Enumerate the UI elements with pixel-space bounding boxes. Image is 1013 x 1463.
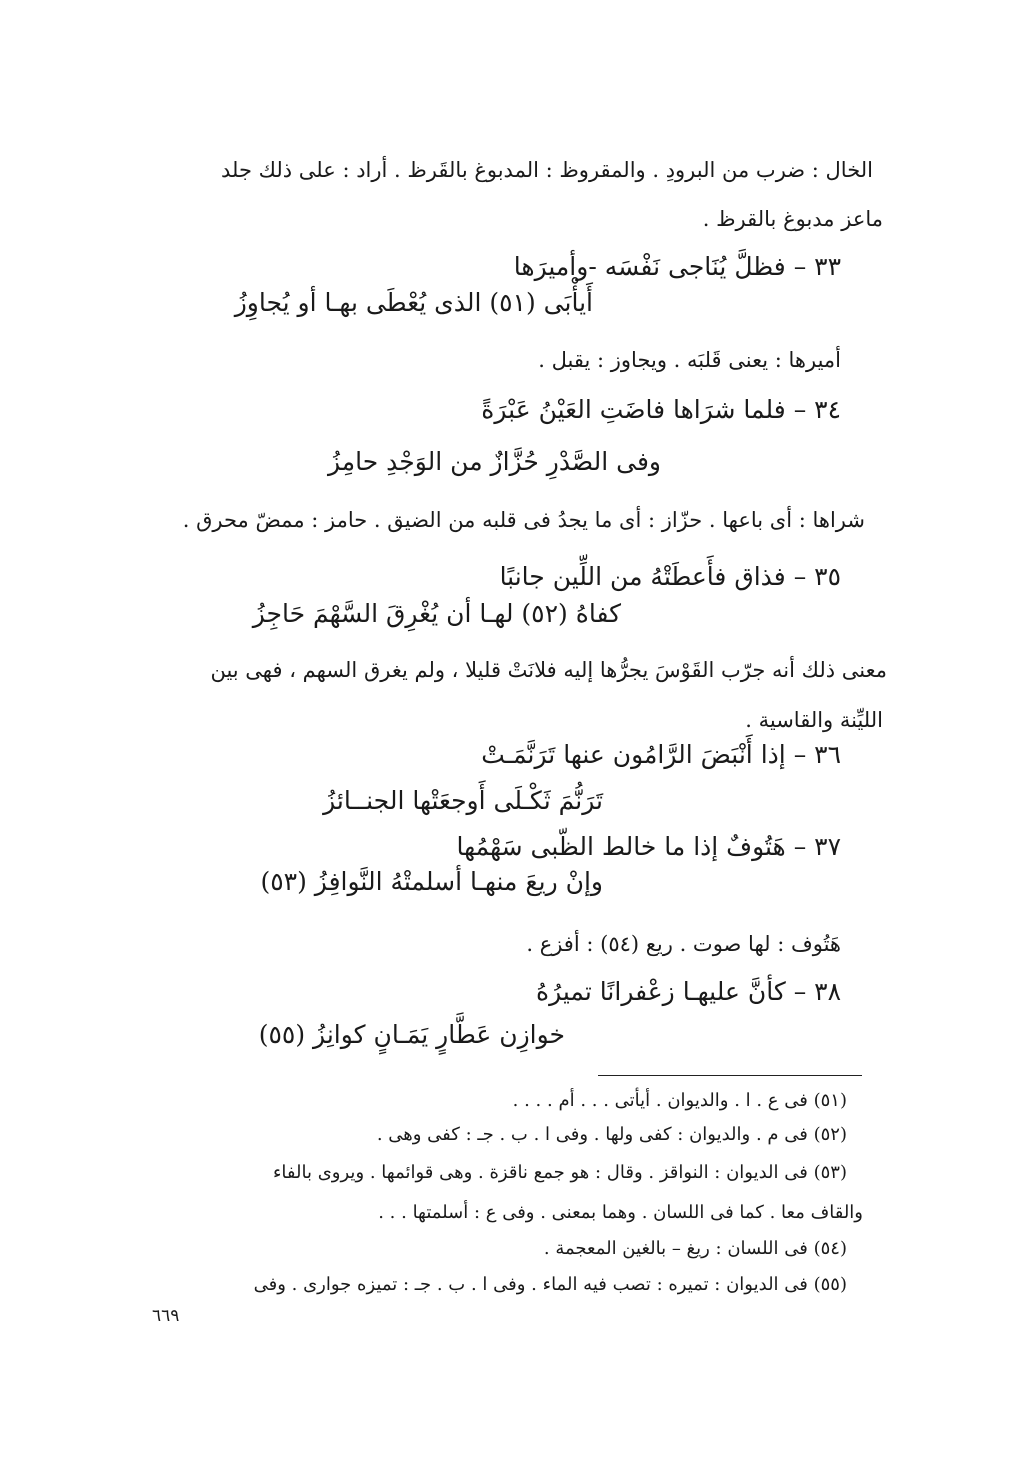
verse-36-second-hemistich: تَرَنُّمَ ثَكْـلَى أَوجعَتْها الجنــائزُ bbox=[323, 786, 603, 815]
verse-34-gloss: شراها : أى باعها . حزّاز : أى ما يجدُ فى قلبه من الضيق . حامز : ممضّ محرق . bbox=[182, 508, 865, 532]
verse-35-gloss-line: الليِّنة والقاسية . bbox=[745, 708, 883, 732]
verse-38-second-hemistich: خوازِن عَطَّارٍ يَمَـانٍ كوانِزُ (٥٥) bbox=[258, 1020, 565, 1049]
verse-35-gloss-line: معنى ذلك أنه جرّب القَوْسَ يجرُّها إليه فلانَتْ قليلا ، ولم يغرق السهم ، فهى بين bbox=[210, 658, 887, 682]
verse-number: ٣٣ – bbox=[793, 252, 841, 281]
footnote-continuation: والقاف معا . كما فى اللسان . وهما بمعنى . وفى ع : أسلمتها . . . bbox=[378, 1202, 863, 1223]
gloss-line: ماعز مدبوغ بالقرظ . bbox=[702, 207, 883, 231]
verse-38-first-hemistich: ٣٨ – كأنَّ عليهـا زعْفرانًا تميرُهُ bbox=[536, 977, 841, 1006]
footnote: (٥٤) فى اللسان : ريغ – بالغين المعجمة . bbox=[543, 1238, 847, 1259]
page-number: ٦٦٩ bbox=[152, 1306, 180, 1326]
verse-37-first-hemistich: ٣٧ – هَتُوفٌ إذا ما خالط الظّبى سَهْمُها bbox=[456, 832, 841, 861]
verse-number: ٣٧ – bbox=[793, 832, 841, 861]
footnote: (٥٣) فى الديوان : النواقز . وقال : هو جمع ناقزة . وهى قوائمها . ويروى بالفاء bbox=[272, 1162, 847, 1183]
footnote: (٥٢) فى م . والديوان : كفى ولها . وفى ا . ب . جـ : كفى وهى . bbox=[376, 1124, 847, 1145]
verse-37-second-hemistich: وإنْ ريعَ منهـا أسلمتْهُ النَّوافِزُ (٥٣) bbox=[260, 867, 603, 896]
footnote: (٥٥) فى الديوان : تميره : تصب فيه الماء . وفى ا . ب . جـ : تميزه جوارى . وفى bbox=[253, 1274, 847, 1295]
verse-35-first-hemistich: ٣٥ – فذاق فأَعطَتْهُ من اللِّين جانبًا bbox=[499, 562, 841, 591]
verse-35-second-hemistich: كفاهُ (٥٢) لهـا أن يُغْرِقَ السَّهْمَ حَاجِزُ bbox=[252, 599, 621, 628]
footnote-divider bbox=[598, 1075, 862, 1076]
verse-34-first-hemistich: ٣٤ – فلما شرَاها فاضَتِ العَيْنُ عَبْرَةً bbox=[481, 395, 841, 424]
verse-number: ٣٥ – bbox=[793, 562, 841, 591]
verse-37-gloss: هَتُوف : لها صوت . ريع (٥٤) : أفزع . bbox=[526, 932, 841, 956]
gloss-line: الخال : ضرب من البرودِ . والمقروظ : المدبوغ بالقَرظ . أراد : على ذلك جلد bbox=[221, 158, 873, 182]
verse-number: ٣٤ – bbox=[793, 395, 841, 424]
verse-36-first-hemistich: ٣٦ – إذا أَنْبَضَ الرَّامُون عنها تَرَنَّمَـتْ bbox=[481, 740, 841, 769]
verse-33-second-hemistich: أَيأْبَى (٥١) الذى يُعْطَى بهـا أو يُجاوِزُ bbox=[234, 288, 593, 317]
verse-number: ٣٨ – bbox=[793, 977, 841, 1006]
verse-number: ٣٦ – bbox=[793, 740, 841, 769]
footnote: (٥١) فى ع . ا . والديوان . أيأتى . . . أم . . . . bbox=[512, 1090, 847, 1111]
verse-34-second-hemistich: وفى الصَّدْرِ حُزَّازٌ من الوَجْدِ حامِزُ bbox=[327, 447, 661, 476]
verse-33-gloss: أميرها : يعنى قَلبَه . ويجاوز : يقبل . bbox=[538, 348, 841, 372]
verse-33-first-hemistich: ٣٣ – فظلَّ يُنَاجى نَفْسَه -وأميرَها bbox=[513, 252, 841, 281]
